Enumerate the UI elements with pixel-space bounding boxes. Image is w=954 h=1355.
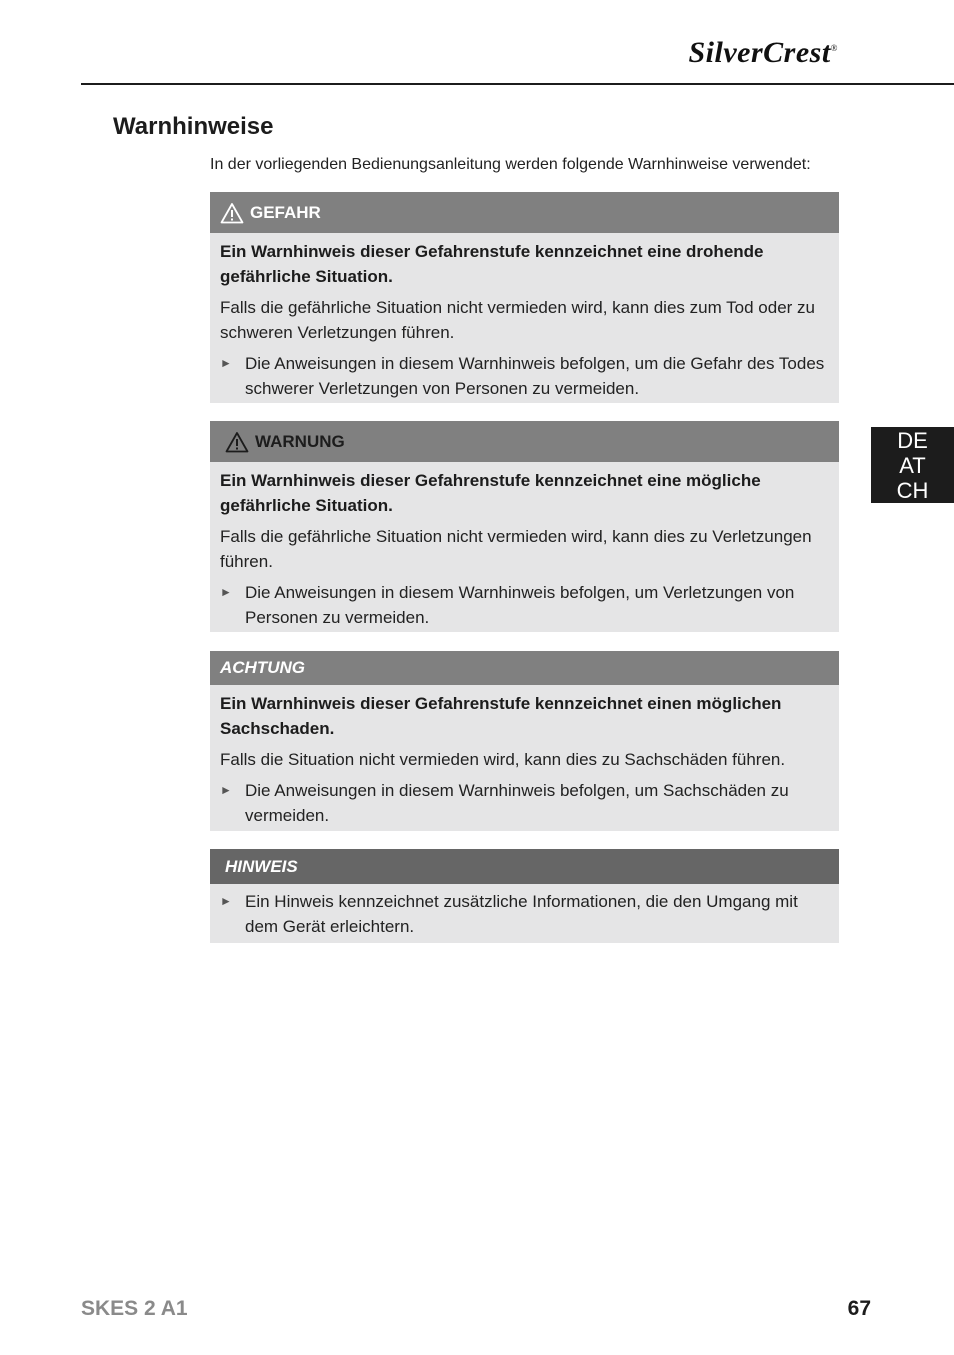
hinweis-box [210, 849, 839, 943]
bullet-arrow-icon: ► [220, 356, 232, 370]
hinweis-bullet-text: Ein Hinweis kennzeichnet zusätzliche Informationen, die den Umgang mit dem Gerät erleichtern. [245, 892, 798, 936]
warnung-bold-text: Ein Warnhinweis dieser Gefahrenstufe kennzeichnet eine mögliche gefährliche Situation. [220, 471, 761, 515]
hinweis-body [210, 884, 839, 939]
warnung-header [210, 421, 839, 462]
warnung-bullet-text: Die Anweisungen in diesem Warnhinweis befolgen, um Verletzungen von Personen zu vermeiden. [245, 583, 795, 627]
warnung-text: Falls die gefährliche Situation nicht vermieden wird, kann dies zu Verletzungen führen. [220, 527, 812, 571]
language-ch: CH [896, 477, 929, 503]
language-tab [871, 427, 954, 503]
warning-triangle-icon [220, 202, 244, 224]
achtung-title: ACHTUNG [220, 658, 305, 677]
registered-mark: ® [830, 43, 838, 53]
warning-triangle-icon [225, 431, 249, 453]
gefahr-bullet [220, 351, 829, 401]
achtung-bullet [220, 778, 829, 828]
hinweis-bullet [220, 889, 829, 939]
achtung-box [210, 651, 839, 831]
warnung-bullet [220, 580, 829, 630]
warnung-box [210, 421, 839, 632]
achtung-text: Falls die Situation nicht vermieden wird, kann dies zu Sachschäden führen. [220, 750, 786, 769]
page-number: 67 [847, 1297, 871, 1320]
brand-name: SilverCrest [688, 36, 831, 69]
gefahr-bold-text: Ein Warnhinweis dieser Gefahrenstufe kennzeichnet eine drohende gefährliche Situation. [220, 242, 764, 286]
achtung-body [210, 685, 839, 828]
brand-logo [688, 36, 838, 70]
header-rule [81, 83, 954, 85]
intro-text: In der vorliegenden Bedienungsanleitung werden folgende Warnhinweise verwendet: [210, 156, 811, 173]
gefahr-header [210, 192, 839, 233]
bullet-arrow-icon: ► [220, 894, 232, 908]
achtung-bold-text: Ein Warnhinweis dieser Gefahrenstufe kennzeichnet einen möglichen Sachschaden. [220, 694, 782, 738]
gefahr-box [210, 192, 839, 403]
warnung-title: WARNUNG [255, 431, 345, 451]
hinweis-title: HINWEIS [225, 856, 298, 876]
hinweis-header [210, 849, 839, 884]
bullet-arrow-icon: ► [220, 783, 232, 797]
gefahr-bullet-text: Die Anweisungen in diesem Warnhinweis befolgen, um die Gefahr des Todes schwerer Verletzungen von Personen zu vermeiden. [245, 354, 825, 398]
language-at: AT [899, 452, 926, 478]
gefahr-body [210, 233, 839, 401]
achtung-bullet-text: Die Anweisungen in diesem Warnhinweis befolgen, um Sachschäden zu vermeiden. [245, 781, 789, 825]
footer-model: SKES 2 A1 [81, 1297, 188, 1320]
achtung-header [210, 651, 839, 685]
bullet-arrow-icon: ► [220, 585, 232, 599]
gefahr-text: Falls die gefährliche Situation nicht vermieden wird, kann dies zum Tod oder zu schweren Verletzungen führen. [220, 298, 815, 342]
page-title: Warnhinweise [113, 113, 274, 140]
language-de: DE [897, 427, 928, 453]
gefahr-title: GEFAHR [250, 202, 321, 222]
warnung-body [210, 462, 839, 630]
